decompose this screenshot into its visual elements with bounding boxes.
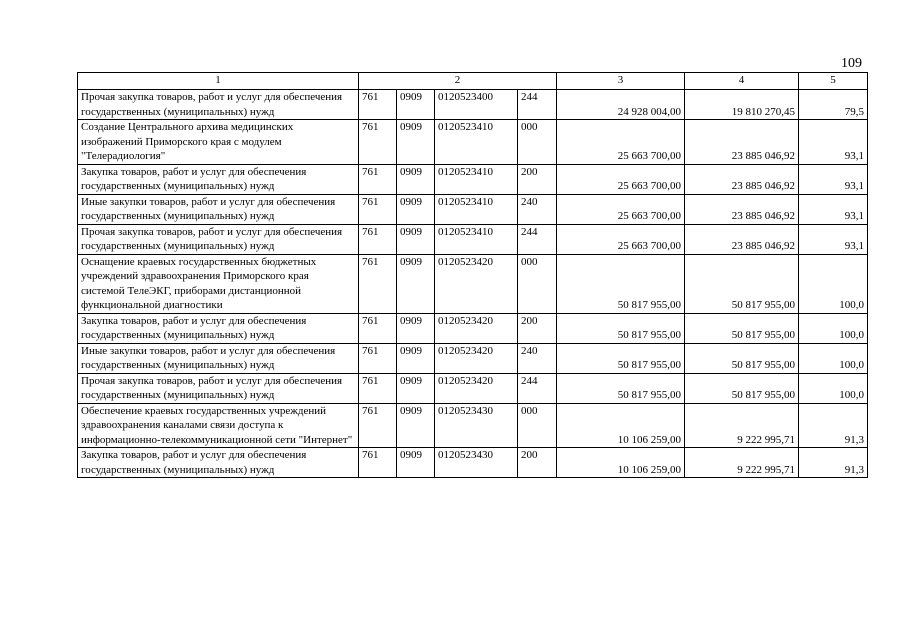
row-value-percent: 91,3: [799, 448, 868, 478]
row-code-admin: 761: [359, 164, 397, 194]
table-row: [78, 313, 868, 343]
row-value-percent: 100,0: [799, 343, 868, 373]
row-code-expense-type: 200: [518, 164, 557, 194]
row-code-admin: 761: [359, 313, 397, 343]
header-col-5: 5: [799, 73, 868, 90]
row-code-target: 0120523420: [435, 373, 518, 403]
row-value-planned: 10 106 259,00: [557, 403, 685, 448]
row-value-executed: 50 817 955,00: [685, 373, 799, 403]
header-col-3: 3: [557, 73, 685, 90]
row-value-executed: 23 885 046,92: [685, 194, 799, 224]
row-value-planned: 25 663 700,00: [557, 164, 685, 194]
row-name: Прочая закупка товаров, работ и услуг для обеспечения государственных (муниципальных) нужд: [78, 224, 359, 254]
row-code-expense-type: 244: [518, 373, 557, 403]
row-code-admin: 761: [359, 120, 397, 165]
row-code-target: 0120523430: [435, 403, 518, 448]
row-code-admin: 761: [359, 343, 397, 373]
table-row: [78, 448, 868, 478]
row-name: Прочая закупка товаров, работ и услуг для обеспечения государственных (муниципальных) нужд: [78, 373, 359, 403]
row-code-expense-type: 244: [518, 224, 557, 254]
table-row: [78, 254, 868, 313]
row-code-expense-type: 244: [518, 90, 557, 120]
table-row: [78, 224, 868, 254]
row-code-target: 0120523400: [435, 90, 518, 120]
table-header-row: [78, 73, 868, 90]
header-col-1: 1: [78, 73, 359, 90]
row-value-percent: 93,1: [799, 224, 868, 254]
row-value-planned: 25 663 700,00: [557, 194, 685, 224]
row-value-executed: 23 885 046,92: [685, 120, 799, 165]
row-code-admin: 761: [359, 448, 397, 478]
row-value-percent: 100,0: [799, 373, 868, 403]
row-code-section: 0909: [397, 448, 435, 478]
row-value-executed: 19 810 270,45: [685, 90, 799, 120]
row-code-section: 0909: [397, 373, 435, 403]
row-value-percent: 100,0: [799, 254, 868, 313]
row-value-percent: 93,1: [799, 164, 868, 194]
row-value-planned: 25 663 700,00: [557, 120, 685, 165]
row-code-target: 0120523410: [435, 164, 518, 194]
row-code-target: 0120523410: [435, 194, 518, 224]
row-code-target: 0120523420: [435, 313, 518, 343]
row-code-admin: 761: [359, 90, 397, 120]
row-value-percent: 91,3: [799, 403, 868, 448]
row-code-section: 0909: [397, 254, 435, 313]
row-code-section: 0909: [397, 90, 435, 120]
row-code-section: 0909: [397, 403, 435, 448]
row-value-executed: 23 885 046,92: [685, 224, 799, 254]
table-row: [78, 403, 868, 448]
row-name: Оснащение краевых государственных бюджетных учреждений здравоохранения Приморского края системой ТелеЭКГ, приборами дистанционной функциональной диагностики: [78, 254, 359, 313]
header-col-4: 4: [685, 73, 799, 90]
row-name: Прочая закупка товаров, работ и услуг для обеспечения государственных (муниципальных) нужд: [78, 90, 359, 120]
row-code-target: 0120523420: [435, 254, 518, 313]
row-code-admin: 761: [359, 403, 397, 448]
row-value-executed: 50 817 955,00: [685, 313, 799, 343]
row-code-section: 0909: [397, 194, 435, 224]
row-code-target: 0120523410: [435, 120, 518, 165]
row-code-expense-type: 240: [518, 194, 557, 224]
table-row: [78, 164, 868, 194]
row-code-section: 0909: [397, 120, 435, 165]
row-code-expense-type: 000: [518, 403, 557, 448]
row-value-planned: 25 663 700,00: [557, 224, 685, 254]
row-value-planned: 50 817 955,00: [557, 313, 685, 343]
row-name: Иные закупки товаров, работ и услуг для обеспечения государственных (муниципальных) нужд: [78, 343, 359, 373]
budget-table: [77, 72, 868, 478]
row-name: Создание Центрального архива медицинских изображений Приморского края с модулем "Телерадиология": [78, 120, 359, 165]
row-code-section: 0909: [397, 224, 435, 254]
row-code-section: 0909: [397, 313, 435, 343]
row-value-planned: 10 106 259,00: [557, 448, 685, 478]
row-value-planned: 24 928 004,00: [557, 90, 685, 120]
row-code-admin: 761: [359, 224, 397, 254]
header-col-2: 2: [359, 73, 557, 90]
table-row: [78, 373, 868, 403]
row-name: Иные закупки товаров, работ и услуг для обеспечения государственных (муниципальных) нужд: [78, 194, 359, 224]
table-row: [78, 194, 868, 224]
row-name: Закупка товаров, работ и услуг для обеспечения государственных (муниципальных) нужд: [78, 448, 359, 478]
row-value-executed: 50 817 955,00: [685, 254, 799, 313]
row-code-admin: 761: [359, 254, 397, 313]
row-code-section: 0909: [397, 164, 435, 194]
row-name: Закупка товаров, работ и услуг для обеспечения государственных (муниципальных) нужд: [78, 313, 359, 343]
row-code-expense-type: 200: [518, 448, 557, 478]
row-value-executed: 9 222 995,71: [685, 403, 799, 448]
row-code-admin: 761: [359, 373, 397, 403]
row-code-section: 0909: [397, 343, 435, 373]
row-code-target: 0120523430: [435, 448, 518, 478]
row-name: Обеспечение краевых государственных учреждений здравоохранения каналами связи доступа к информационно-телекоммуникационной сети "Интернет": [78, 403, 359, 448]
row-code-target: 0120523410: [435, 224, 518, 254]
page-number: 109: [841, 56, 862, 71]
row-value-executed: 50 817 955,00: [685, 343, 799, 373]
row-code-target: 0120523420: [435, 343, 518, 373]
row-code-expense-type: 240: [518, 343, 557, 373]
row-name: Закупка товаров, работ и услуг для обеспечения государственных (муниципальных) нужд: [78, 164, 359, 194]
row-value-executed: 23 885 046,92: [685, 164, 799, 194]
row-value-planned: 50 817 955,00: [557, 343, 685, 373]
table-row: [78, 343, 868, 373]
row-value-planned: 50 817 955,00: [557, 373, 685, 403]
row-value-planned: 50 817 955,00: [557, 254, 685, 313]
row-value-percent: 93,1: [799, 120, 868, 165]
row-code-expense-type: 200: [518, 313, 557, 343]
row-value-percent: 79,5: [799, 90, 868, 120]
row-value-percent: 93,1: [799, 194, 868, 224]
row-code-expense-type: 000: [518, 120, 557, 165]
row-code-expense-type: 000: [518, 254, 557, 313]
row-value-executed: 9 222 995,71: [685, 448, 799, 478]
row-value-percent: 100,0: [799, 313, 868, 343]
table-row: [78, 90, 868, 120]
table-row: [78, 120, 868, 165]
row-code-admin: 761: [359, 194, 397, 224]
